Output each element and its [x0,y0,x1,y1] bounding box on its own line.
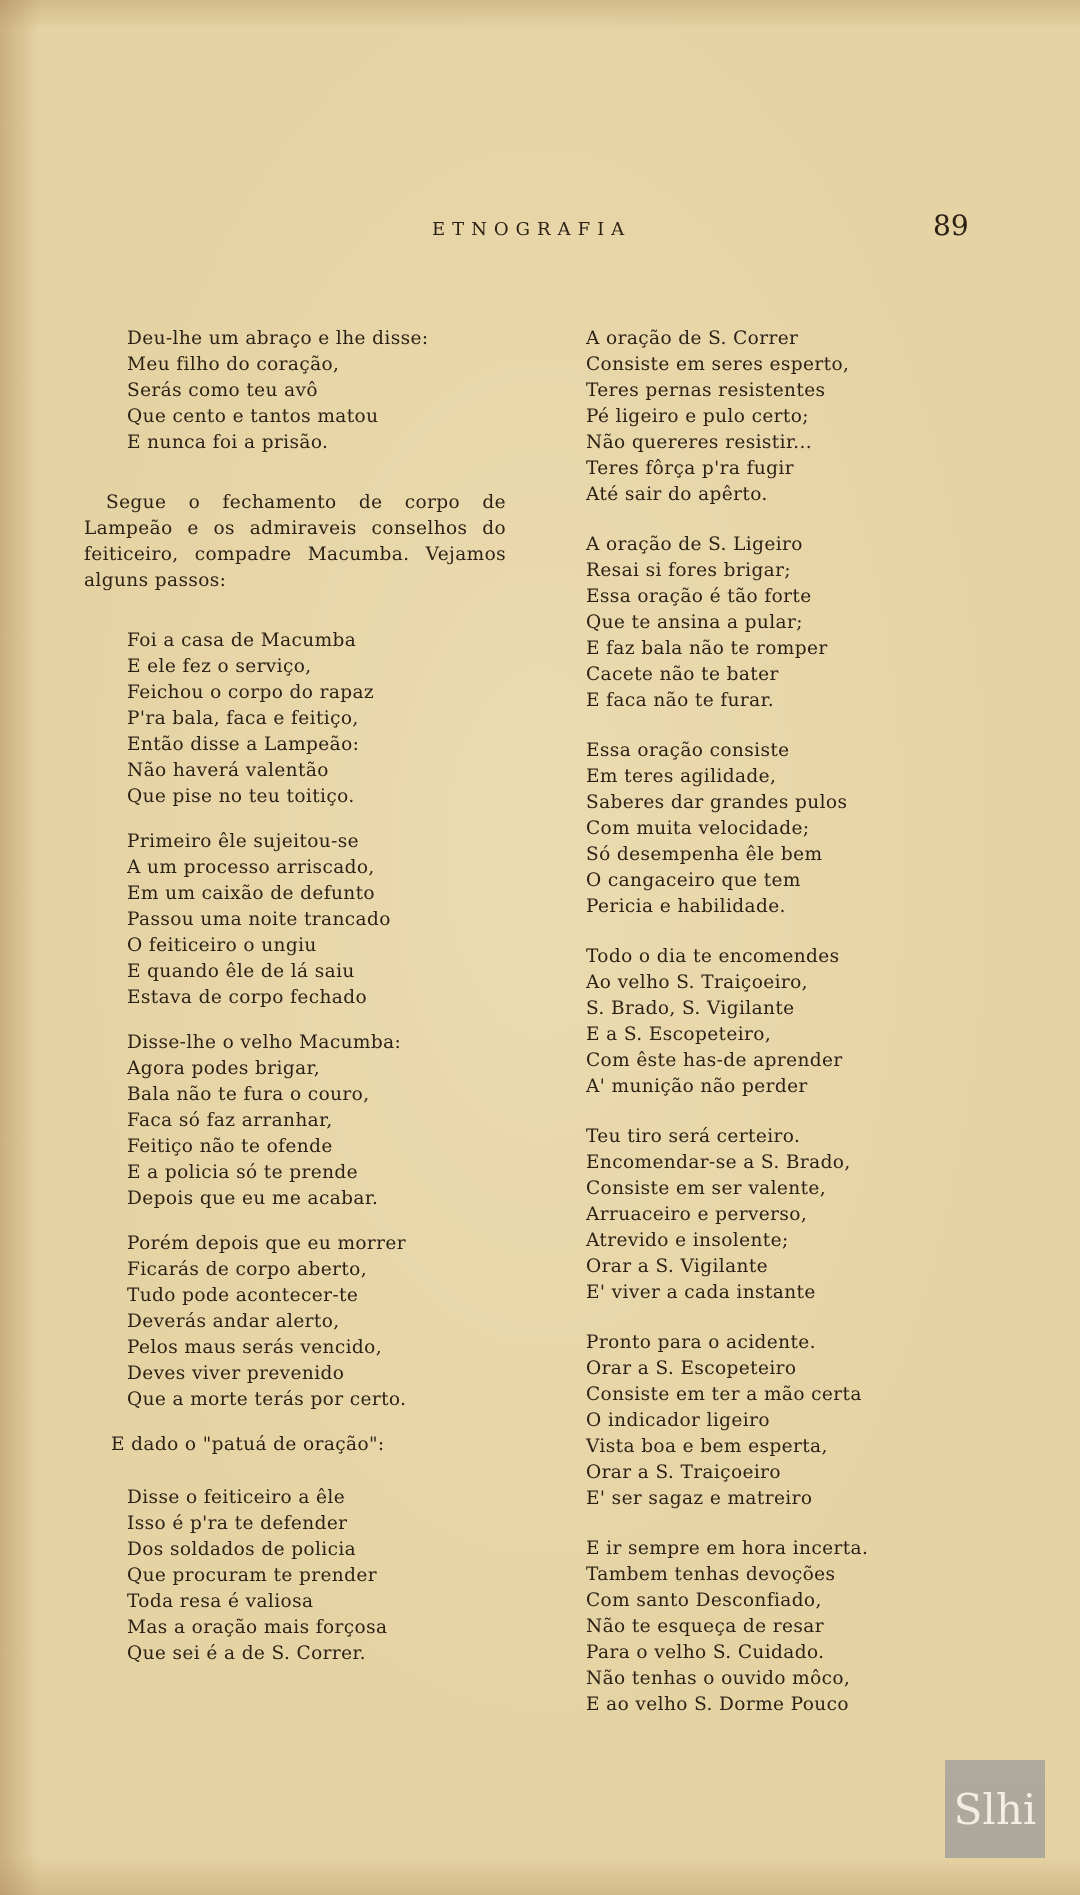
verse-line: Ficarás de corpo aberto, [127,1259,367,1280]
stanza [84,1231,504,1413]
verse-line: Com muita velocidade; [586,818,810,839]
verse-line: O cangaceiro que tem [586,870,801,891]
stanza [84,1485,504,1667]
verse-line: Deverás andar alerto, [127,1311,340,1332]
verse-line: Orar a S. Vigilante [586,1256,769,1277]
verse-line: Agora podes brigar, [127,1058,321,1079]
stanza [84,1030,504,1212]
verse-line: Arruaceiro e perverso, [586,1204,808,1225]
stanza [586,738,1006,920]
verse-line: Deves viver prevenido [127,1363,345,1384]
verse-line: Vista boa e bem esperta, [586,1436,828,1457]
verse-line: Teres fôrça p'ra fugir [586,458,794,479]
verse-line: Pelos maus serás vencido, [127,1337,382,1358]
verse-line: Estava de corpo fechado [127,987,367,1008]
watermark-logo: Slhi [945,1760,1045,1858]
verse-line: Isso é p'ra te defender [127,1513,348,1534]
verse-line: Tambem tenhas devoções [586,1564,836,1585]
verse-line: Em teres agilidade, [586,766,777,787]
verse-line: Mas a oração mais forçosa [127,1617,388,1638]
verse-line: Porém depois que eu morrer [127,1233,407,1254]
stanza [586,532,1006,714]
page-header [0,209,1080,245]
verse-line: Todo o dia te encomendes [586,946,840,967]
right-column [586,326,1006,1737]
verse-line: Ao velho S. Traiçoeiro, [586,972,808,993]
verse-line: Essa oração é tão forte [586,586,812,607]
verse-line: Teu tiro será certeiro. [586,1126,801,1147]
verse-line: Deu-lhe um abraço e lhe disse: [127,328,429,349]
verse-line: Orar a S. Traiçoeiro [586,1462,781,1483]
verse-line: Não tenhas o ouvido môco, [586,1668,851,1689]
verse-line: Que cento e tantos matou [127,406,379,427]
prose-paragraph: Segue o fechamento de corpo de Lampeão e os admiraveis conselhos do feiticeiro, compadre Macumba. Vejamos alguns passos: [84,492,506,591]
stanza [586,326,1006,508]
verse-line: Dos soldados de policia [127,1539,357,1560]
verse-line: Passou uma noite trancado [127,909,391,930]
verse-line: O feiticeiro o ungiu [127,935,317,956]
verse-line: Não te esqueça de resar [586,1616,824,1637]
verse-line: A' munição não perder [586,1076,808,1097]
verse-line: E faca não te furar. [586,690,775,711]
verse-line: Toda resa é valiosa [127,1591,314,1612]
verse-line: S. Brado, S. Vigilante [586,998,795,1019]
verse-line: Pronto para o acidente. [586,1332,816,1353]
verse-line: Consiste em seres esperto, [586,354,850,375]
verse-line: E quando êle de lá saiu [127,961,355,982]
verse-line: Encomendar-se a S. Brado, [586,1152,851,1173]
verse-line: Para o velho S. Cuidado. [586,1642,825,1663]
stanza [84,326,504,456]
verse-line: E ir sempre em hora incerta. [586,1538,869,1559]
verse-line: Faca só faz arranhar, [127,1110,333,1131]
verse-line: Que te ansina a pular; [586,612,803,633]
verse-line: E a S. Escopeteiro, [586,1024,772,1045]
page-number: 89 [933,209,969,242]
stanza [586,1330,1006,1512]
verse-line: E ao velho S. Dorme Pouco [586,1694,849,1715]
verse-line: A oração de S. Ligeiro [586,534,803,555]
verse-line: E' viver a cada instante [586,1282,816,1303]
stanza [586,944,1006,1100]
verse-line: Consiste em ter a mão certa [586,1384,862,1405]
stanza [84,829,504,1011]
verse-line: E a policia só te prende [127,1162,359,1183]
verse-line: Essa oração consiste [586,740,790,761]
stanza [586,1536,1006,1718]
verse-line: E ele fez o serviço, [127,656,312,677]
verse-line: Que sei é a de S. Correr. [127,1643,366,1664]
left-column [84,326,504,1686]
verse-line: Orar a S. Escopeteiro [586,1358,797,1379]
verse-line: E nunca foi a prisão. [127,432,329,453]
verse-line: Atrevido e insolente; [586,1230,789,1251]
verse-line: Com êste has-de aprender [586,1050,843,1071]
verse-line: Tudo pode acontecer-te [127,1285,359,1306]
verse-line: Só desempenha êle bem [586,844,823,865]
verse-line: Cacete não te bater [586,664,779,685]
verse-line: Então disse a Lampeão: [127,734,360,755]
verse-line: Feichou o corpo do rapaz [127,682,375,703]
verse-line: P'ra bala, faca e feitiço, [127,708,359,729]
verse-line: Que pise no teu toitiço. [127,786,355,807]
stanza [586,1124,1006,1306]
verse-line: Que procuram te prender [127,1565,377,1586]
verse-line: Saberes dar grandes pulos [586,792,848,813]
verse-line: Meu filho do coração, [127,354,340,375]
verse-line: Depois que eu me acabar. [127,1188,379,1209]
verse-line: Serás como teu avô [127,380,318,401]
verse-line: Consiste em ser valente, [586,1178,827,1199]
verse-line: Feitiço não te ofende [127,1136,333,1157]
verse-line: A oração de S. Correr [586,328,799,349]
verse-line: Até sair do apêrto. [586,484,768,505]
verse-line: O indicador ligeiro [586,1410,770,1431]
verse-line: Não haverá valentão [127,760,329,781]
verse-line: Disse o feiticeiro a êle [127,1487,346,1508]
stanza [84,628,504,810]
stanza-intro: E dado o "patuá de oração": [111,1434,385,1455]
verse-line: E' ser sagaz e matreiro [586,1488,813,1509]
verse-line: Com santo Desconfiado, [586,1590,822,1611]
verse-line: Não quereres resistir... [586,432,812,453]
verse-line: Teres pernas resistentes [586,380,826,401]
verse-line: Pericia e habilidade. [586,896,786,917]
running-title: ETNOGRAFIA [432,219,632,240]
verse-line: Disse-lhe o velho Macumba: [127,1032,402,1053]
verse-line: Bala não te fura o couro, [127,1084,370,1105]
verse-line: Pé ligeiro e pulo certo; [586,406,809,427]
verse-line: Resai si fores brigar; [586,560,791,581]
verse-line: Que a morte terás por certo. [127,1389,407,1410]
verse-line: E faz bala não te romper [586,638,828,659]
verse-line: Em um caixão de defunto [127,883,375,904]
verse-line: Foi a casa de Macumba [127,630,357,651]
verse-line: Primeiro êle sujeitou-se [127,831,359,852]
verse-line: A um processo arriscado, [127,857,375,878]
